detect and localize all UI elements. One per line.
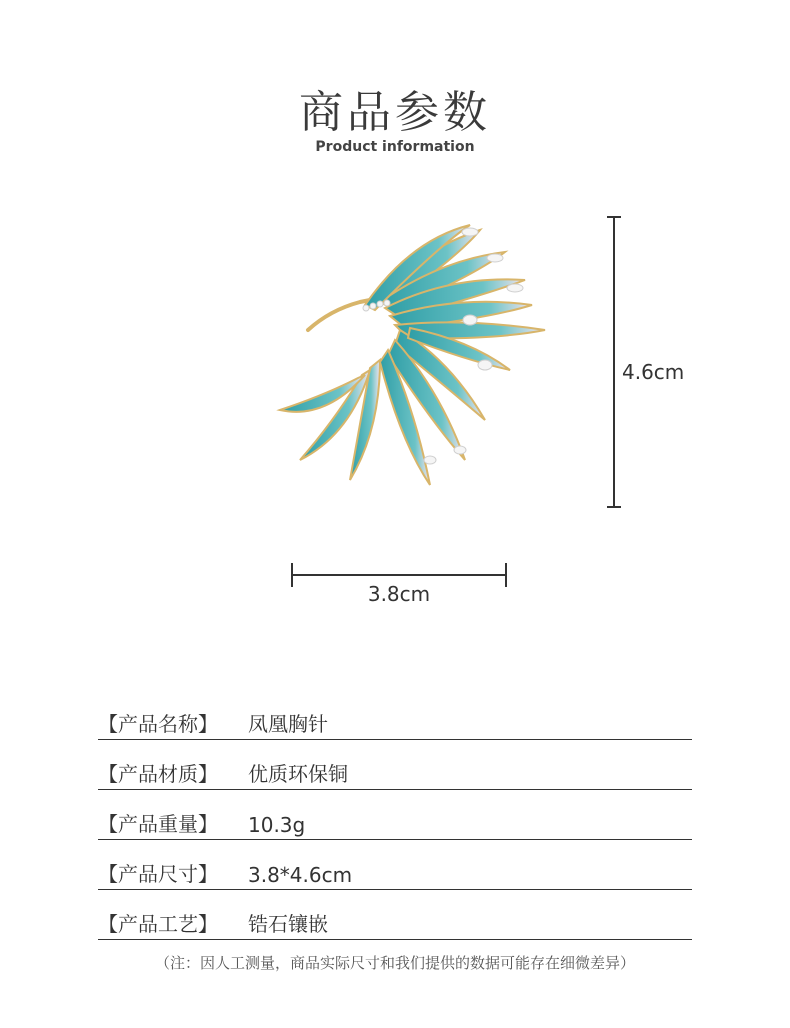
spec-row-craft [98, 890, 692, 940]
spec-value: 3.8*4.6cm [248, 863, 353, 887]
spec-label: 【产品材质】 [98, 762, 218, 786]
spec-table [98, 690, 692, 940]
spec-label: 【产品尺寸】 [98, 862, 218, 886]
height-dimension-line [613, 216, 615, 508]
spec-label: 【产品工艺】 [98, 912, 218, 936]
phoenix-brooch-icon [270, 210, 570, 510]
spec-value: 10.3g [248, 813, 306, 837]
page-title: 商品参数 [299, 87, 491, 138]
width-dimension-label: 3.8cm [367, 582, 431, 606]
spec-value: 优质环保铜 [248, 762, 348, 786]
spec-label: 【产品重量】 [98, 812, 218, 836]
height-dimension-label: 4.6cm [622, 360, 685, 384]
spec-label: 【产品名称】 [98, 712, 218, 736]
width-dimension-line [291, 574, 507, 576]
page-subtitle: Product information [315, 139, 475, 155]
phoenix-brooch-image [270, 210, 570, 510]
spec-row-size [98, 840, 692, 890]
spec-value: 凤凰胸针 [248, 712, 328, 736]
spec-value: 锆石镶嵌 [248, 912, 328, 936]
spec-row-name [98, 690, 692, 740]
spec-row-material [98, 740, 692, 790]
measurement-note: （注：因人工测量，商品实际尺寸和我们提供的数据可能存在细微差异） [154, 954, 635, 972]
spec-row-weight [98, 790, 692, 840]
